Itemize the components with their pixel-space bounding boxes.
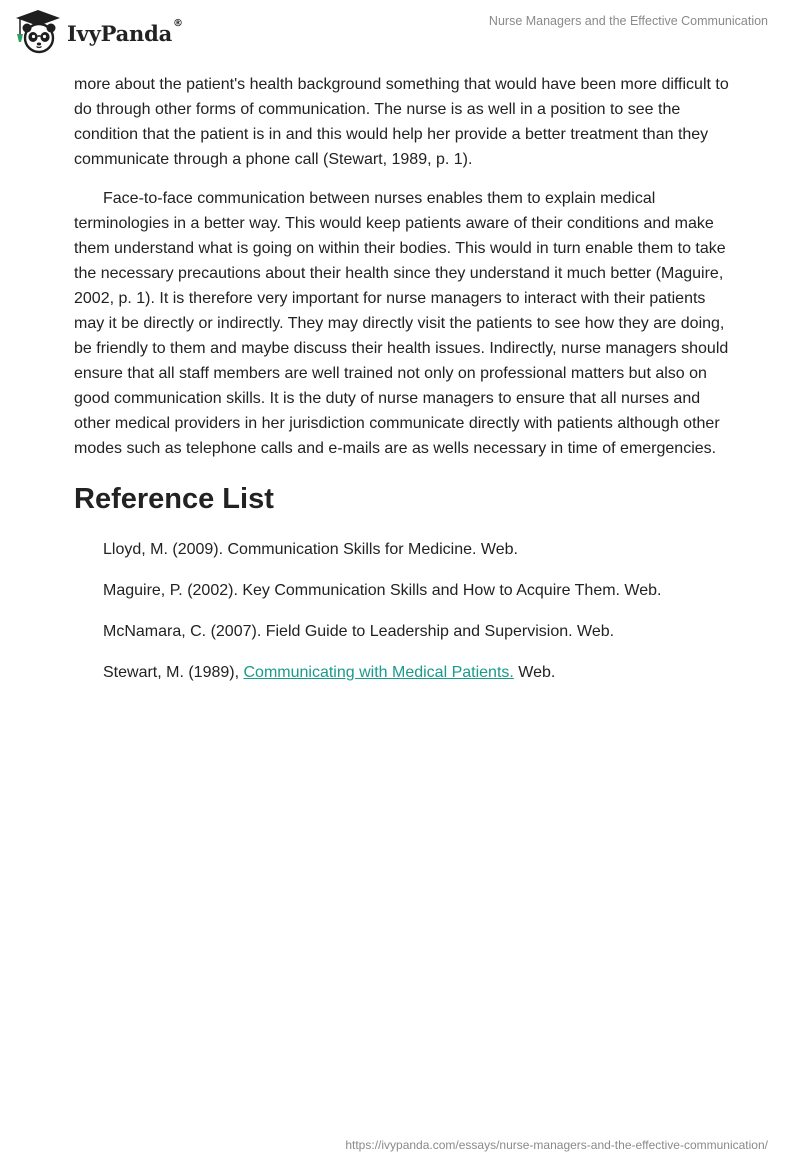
footer-url[interactable]: https://ivypanda.com/essays/nurse-managers-and-the-effective-communication/ <box>345 1138 768 1152</box>
reference-item: McNamara, C. (2007). Field Guide to Leadership and Supervision. Web. <box>103 623 615 640</box>
reference-item: Lloyd, M. (2009). Communication Skills for Medicine. Web. <box>103 541 518 558</box>
reference-item: Maguire, P. (2002). Key Communication Skills and How to Acquire Them. Web. <box>103 582 662 599</box>
ivypanda-logo[interactable] <box>14 8 183 56</box>
reference-item-with-link <box>103 660 734 685</box>
page-header <box>0 0 800 64</box>
reference-prefix: Stewart, M. (1989), <box>103 664 244 681</box>
reference-list-heading: Reference List <box>74 483 274 515</box>
body-paragraph: Face-to-face communication between nurses enables them to explain medical terminologies in a better way. This would keep patients aware of their conditions and make them understand what is going on within their bodies. This would in turn enable them to take the necessary precautions about their health since they understand it much better (Maguire, 2002, p. 1). It is therefore very important for nurse managers to interact with their patients may it be directly or indirectly. They may directly visit the patients to see how they are doing, be friendly to them and maybe discuss their health issues. Indirectly, nurse managers should ensure that all staff members are well trained not only on professional matters but also on good communication skills. It is the duty of nurse managers to ensure that all nurses and other medical providers in her jurisdiction communicate directly with patients although other modes such as telephone calls and e-mails are as wells necessary in time of emergencies. <box>74 190 729 457</box>
registered-mark: ® <box>173 17 184 29</box>
panda-graduate-icon <box>14 8 62 56</box>
reference-link[interactable]: Communicating with Medical Patients. <box>243 664 514 681</box>
body-paragraph-continued: more about the patient's health background something that would have been more difficult to do through other forms of communication. The nurse is as well in a position to see the condition that the patient is in and this would help her provide a better treatment than they communicate through a phone call (Stewart, 1989, p. 1). <box>74 76 729 168</box>
essay-content <box>74 72 734 701</box>
reference-suffix: Web. <box>513 664 556 681</box>
logo-wordmark: IvyPanda <box>67 20 173 46</box>
reference-list <box>74 537 734 685</box>
running-title: Nurse Managers and the Effective Communication <box>488 14 768 28</box>
